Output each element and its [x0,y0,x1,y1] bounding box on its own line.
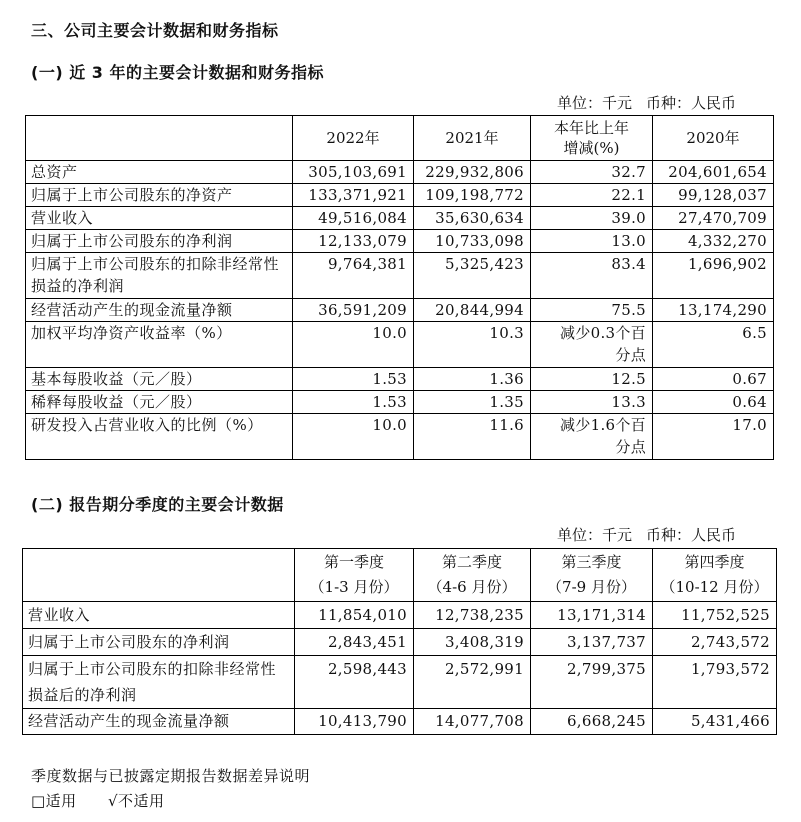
currency-label: 币种：人民币 [646,526,737,544]
row-label: 营业收入 [23,602,295,629]
header-q1 [295,549,414,602]
header-change [531,116,653,161]
value-change: 减少1.6个百分点 [531,414,653,460]
row-label: 归属于上市公司股东的扣除非经常性损益后的净利润 [23,656,295,709]
value-2020: 17.0 [653,414,774,460]
value-2020: 6.5 [653,322,774,368]
value-2021: 35,630,634 [414,207,531,230]
value-2020: 0.64 [653,391,774,414]
row-label: 研发投入占营业收入的比例（%） [26,414,293,460]
table-row [26,322,774,368]
value-change: 12.5 [531,368,653,391]
value-2021: 11.6 [414,414,531,460]
value-2022: 133,371,921 [293,184,414,207]
value-q1: 2,598,443 [295,656,414,709]
value-2021: 10,733,098 [414,230,531,253]
table-row [23,656,777,709]
value-q4: 2,743,572 [653,629,777,656]
option-not-applicable-checkmark: √不适用 [107,792,165,810]
value-2020: 0.67 [653,368,774,391]
value-2020: 99,128,037 [653,184,774,207]
value-2021: 1.36 [414,368,531,391]
value-2022: 1.53 [293,391,414,414]
table-row [26,207,774,230]
row-label: 加权平均净资产收益率（%） [26,322,293,368]
row-label: 稀释每股收益（元／股） [26,391,293,414]
table-row [26,299,774,322]
value-q4: 1,793,572 [653,656,777,709]
row-label: 经营活动产生的现金流量净额 [23,709,295,735]
table-header-row [23,549,777,602]
currency-label: 币种：人民币 [646,94,737,112]
header-q4-title: 第四季度 [684,553,745,571]
header-change-line2: 增减(%) [563,139,620,157]
value-q2: 3,408,319 [414,629,531,656]
unit-label: 单位：千元 [557,526,633,544]
value-2020: 4,332,270 [653,230,774,253]
table-row [26,368,774,391]
value-q4: 11,752,525 [653,602,777,629]
table-row [26,184,774,207]
unit-label: 单位：千元 [557,94,633,112]
row-label: 归属于上市公司股东的净利润 [26,230,293,253]
quarterly-unit-line [557,524,736,545]
option-applicable-checkbox: □适用 [31,792,77,810]
table-row [23,602,777,629]
value-2021: 20,844,994 [414,299,531,322]
header-q2-title: 第二季度 [441,553,502,571]
value-2021: 5,325,423 [414,253,531,299]
annual-table-title: (一) 近 3 年的主要会计数据和财务指标 [31,63,324,82]
value-q3: 13,171,314 [531,602,653,629]
table-row [26,230,774,253]
header-q3 [531,549,653,602]
header-empty [26,116,293,161]
header-q4-months: （10-12 月份） [660,578,769,596]
header-q2-months: （4-6 月份） [427,578,517,596]
value-q3: 3,137,737 [531,629,653,656]
value-change: 32.7 [531,161,653,184]
table-row [23,629,777,656]
header-q4 [653,549,777,602]
quarterly-financial-table [22,548,777,735]
row-label: 营业收入 [26,207,293,230]
value-change: 13.3 [531,391,653,414]
table-row [23,709,777,735]
value-2022: 12,133,079 [293,230,414,253]
header-change-line1: 本年比上年 [553,119,629,137]
header-2022: 2022年 [293,116,414,161]
value-2022: 10.0 [293,322,414,368]
table-row [26,161,774,184]
value-2021: 1.35 [414,391,531,414]
value-2021: 10.3 [414,322,531,368]
value-change: 83.4 [531,253,653,299]
value-2020: 204,601,654 [653,161,774,184]
value-2021: 109,198,772 [414,184,531,207]
value-change: 减少0.3个百分点 [531,322,653,368]
header-q3-months: （7-9 月份） [547,578,636,596]
row-label: 基本每股收益（元／股） [26,368,293,391]
quarterly-discrepancy-note: 季度数据与已披露定期报告数据差异说明 [31,767,311,785]
value-2022: 49,516,084 [293,207,414,230]
row-label: 归属于上市公司股东的净资产 [26,184,293,207]
value-2022: 305,103,691 [293,161,414,184]
value-2022: 1.53 [293,368,414,391]
value-2022: 10.0 [293,414,414,460]
annual-financial-table [25,115,774,460]
row-label: 归属于上市公司股东的净利润 [23,629,295,656]
value-2020: 1,696,902 [653,253,774,299]
table-row [26,253,774,299]
header-q1-title: 第一季度 [323,553,384,571]
value-q1: 2,843,451 [295,629,414,656]
value-2020: 13,174,290 [653,299,774,322]
header-q2 [414,549,531,602]
value-2022: 36,591,209 [293,299,414,322]
value-q1: 11,854,010 [295,602,414,629]
header-empty [23,549,295,602]
row-label: 总资产 [26,161,293,184]
header-2020: 2020年 [653,116,774,161]
value-q1: 10,413,790 [295,709,414,735]
value-2021: 229,932,806 [414,161,531,184]
value-q2: 12,738,235 [414,602,531,629]
value-change: 75.5 [531,299,653,322]
value-change: 13.0 [531,230,653,253]
row-label: 归属于上市公司股东的扣除非经常性损益的净利润 [26,253,293,299]
annual-unit-line [557,92,736,113]
table-row [26,414,774,460]
header-q1-months: （1-3 月份） [309,578,399,596]
header-2021: 2021年 [414,116,531,161]
table-header-row [26,116,774,161]
row-label: 经营活动产生的现金流量净额 [26,299,293,322]
quarterly-table-title: (二) 报告期分季度的主要会计数据 [31,495,284,514]
value-2022: 9,764,381 [293,253,414,299]
value-q4: 5,431,466 [653,709,777,735]
value-q3: 2,799,375 [531,656,653,709]
value-2020: 27,470,709 [653,207,774,230]
section-title: 三、公司主要会计数据和财务指标 [31,21,279,40]
applicability-options [31,790,165,811]
value-q2: 14,077,708 [414,709,531,735]
table-row [26,391,774,414]
value-q3: 6,668,245 [531,709,653,735]
header-q3-title: 第三季度 [561,553,622,571]
value-q2: 2,572,991 [414,656,531,709]
value-change: 22.1 [531,184,653,207]
value-change: 39.0 [531,207,653,230]
